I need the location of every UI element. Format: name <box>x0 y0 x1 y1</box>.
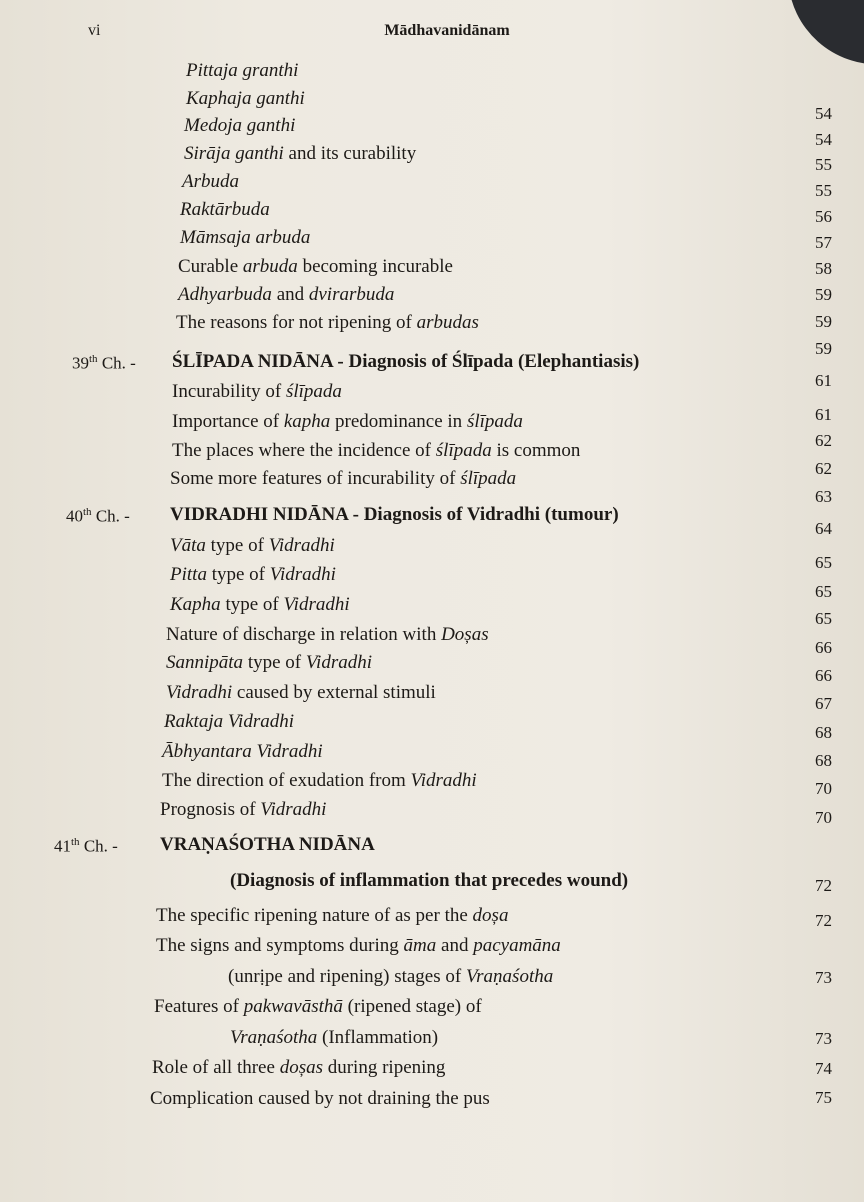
toc-entry-text: and <box>436 935 474 956</box>
chapter-label <box>54 836 118 857</box>
toc-entry-text: dvirarbuda <box>308 284 395 305</box>
toc-entry-text: Vraṇaśotha <box>230 1027 318 1048</box>
page-number: 57 <box>815 233 832 252</box>
page-number: 62 <box>815 459 832 478</box>
toc-entry-text: ślīpada <box>460 468 517 489</box>
page-number: 59 <box>815 339 832 358</box>
chapter-heading: VRAṆAŚOTHA NIDĀNA <box>160 834 375 855</box>
toc-entry-text: Vidradhi <box>268 535 335 556</box>
toc-entry-text: Raktaja Vidradhi <box>164 711 294 732</box>
toc-entry-text: arbuda <box>242 256 298 277</box>
page-number: 58 <box>815 259 832 278</box>
toc-entry <box>154 996 482 1018</box>
toc-entry <box>186 60 298 82</box>
toc-entry-text: Māmsaja arbuda <box>180 227 311 248</box>
toc-entry <box>186 88 305 110</box>
chapter-heading: ŚLĪPADA NIDĀNA - Diagnosis of Ślīpada (Elephantiasis) <box>172 351 640 372</box>
page-number: 54 <box>815 130 832 149</box>
chapter-suffix: Ch. - <box>79 836 118 856</box>
toc-entry-text: Pitta <box>170 564 207 585</box>
toc-entry-text: Arbuda <box>182 171 239 192</box>
toc-entry-text: (Inflammation) <box>317 1027 439 1048</box>
chapter-suffix: Ch. - <box>97 353 136 373</box>
toc-entry-text: type of <box>206 564 270 585</box>
page-number: 65 <box>815 609 832 628</box>
toc-entry-text: doșa <box>472 905 509 926</box>
toc-entry <box>160 799 326 821</box>
toc-entry-text: Prognosis of <box>160 799 261 820</box>
toc-entry <box>182 171 239 193</box>
toc-entry-text: Ābhyantara Vidradhi <box>162 741 323 762</box>
page-number: 70 <box>815 808 832 827</box>
toc-entry-text: Vidradhi <box>410 770 477 791</box>
toc-entry-text: The specific ripening nature of as per the <box>156 905 473 926</box>
chapter-number: 39 <box>72 353 89 373</box>
chapter-number-suffix: th <box>71 836 80 848</box>
toc-entry <box>184 143 416 165</box>
chapter-suffix: Ch. - <box>91 506 130 526</box>
chapter-label <box>72 353 136 374</box>
toc-entry-text: Medoja ganthi <box>184 115 296 136</box>
toc-entry-text: Nature of discharge in relation with <box>166 624 442 645</box>
toc-entry-text: during ripening <box>322 1057 446 1078</box>
toc-entry-text: and its curability <box>283 143 417 164</box>
toc-entry-text: Features of <box>154 996 244 1017</box>
page-number: 66 <box>815 638 832 657</box>
toc-entry-text: is common <box>491 440 581 461</box>
page-number: 59 <box>815 312 832 331</box>
toc-entry <box>184 115 295 137</box>
toc-entry <box>178 284 394 306</box>
toc-entry-text: caused by external stimuli <box>232 682 436 703</box>
page-number: 67 <box>815 694 832 713</box>
toc-entry-text: Pittaja granthi <box>186 60 299 81</box>
page-number: 65 <box>815 582 832 601</box>
chapter-heading: VIDRADHI NIDĀNA - Diagnosis of Vidradhi (tumour) <box>170 504 619 525</box>
toc-entry <box>166 652 372 674</box>
toc-entry-text: doșas <box>279 1057 323 1078</box>
toc-entry-text: pakwavāsthā <box>243 996 343 1017</box>
toc-entry <box>180 199 270 221</box>
chapter-number: 40 <box>66 506 83 526</box>
toc-entry <box>178 256 453 278</box>
toc-entry <box>170 468 516 490</box>
toc-entry-text: Vidradhi <box>269 564 336 585</box>
toc-entry-text: ślīpada <box>466 411 523 432</box>
toc-entry-text: (ripened stage) of <box>342 996 482 1017</box>
toc-entry-text: and <box>271 284 309 305</box>
toc-entry <box>176 312 479 334</box>
toc-entry-text: Raktārbuda <box>180 199 270 220</box>
page-number: 73 <box>815 1029 832 1048</box>
toc-entry <box>162 741 323 763</box>
toc-entry-text: Role of all three <box>152 1057 280 1078</box>
page-number: 62 <box>815 431 832 450</box>
toc-entry-text: The places where the incidence of <box>172 440 436 461</box>
toc-entry <box>164 711 294 733</box>
toc-entry-text: type of <box>205 535 269 556</box>
toc-entry-text: ślīpada <box>285 381 342 402</box>
chapter-number: 41 <box>54 836 71 856</box>
page-number: 61 <box>815 371 832 390</box>
chapter-number-suffix: th <box>89 353 98 365</box>
page-number: 61 <box>815 405 832 424</box>
toc-entry <box>166 682 436 704</box>
toc-entry <box>150 1088 490 1110</box>
toc-entry <box>228 966 553 988</box>
page-number: 75 <box>815 1088 832 1107</box>
page-number: 72 <box>815 911 832 930</box>
toc-entry <box>180 227 310 249</box>
toc-entry-text: The direction of exudation from <box>162 770 411 791</box>
toc-entry-text: arbudas <box>416 312 479 333</box>
page-number: 56 <box>815 207 832 226</box>
toc-entry <box>170 594 350 616</box>
toc-entry-text: Doșas <box>441 624 489 645</box>
toc-entry-text: Some more features of incurability of <box>170 468 461 489</box>
toc-entry <box>166 624 489 646</box>
toc-entry-text: Kapha <box>170 594 221 615</box>
page-number: 64 <box>815 519 832 538</box>
page-number: 74 <box>815 1059 832 1078</box>
page-number: 65 <box>815 553 832 572</box>
toc-entry-text: Sannipāta <box>166 652 244 673</box>
page-number: 55 <box>815 155 832 174</box>
toc-entry <box>152 1057 445 1079</box>
toc-entry-text: Vidradhi <box>166 682 233 703</box>
toc-entry-text: Kaphaja ganthi <box>186 88 305 109</box>
toc-entry-text: kapha <box>283 411 331 432</box>
toc-entry-text: The reasons for not ripening of <box>176 312 417 333</box>
toc-entry-text: Adhyarbuda <box>178 284 272 305</box>
page-number: 73 <box>815 968 832 987</box>
toc-entry-text: becoming incurable <box>297 256 453 277</box>
toc-entry-text: Vidradhi <box>283 594 350 615</box>
toc-entry-text: Vāta <box>170 535 206 556</box>
toc-entry-text: type of <box>243 652 306 673</box>
toc-entry <box>156 935 561 957</box>
toc-entry-text: āma <box>403 935 437 956</box>
toc-entry-text: predominance in <box>330 411 467 432</box>
running-header-title: Mādhavanidānam <box>384 22 510 39</box>
toc-entry-text: Vraṇaśotha <box>465 966 554 987</box>
toc-entry <box>162 770 477 792</box>
toc-entry <box>172 440 580 462</box>
toc-entry <box>170 564 336 586</box>
page-number: 68 <box>815 723 832 742</box>
toc-entry-text: Vidradhi <box>305 652 373 673</box>
toc-entry-text: ślīpada <box>435 440 492 461</box>
chapter-label <box>66 506 130 527</box>
toc-entry <box>230 1027 438 1049</box>
toc-entry-text: The signs and symptoms during <box>156 935 404 956</box>
toc-entry-text: (unrịpe and ripening) stages of <box>228 966 466 987</box>
toc-entry-text: Complication caused by not draining the pus <box>150 1088 490 1109</box>
toc-entry-text: Importance of <box>172 411 284 432</box>
page-number: 63 <box>815 487 832 506</box>
page-number: 66 <box>815 666 832 685</box>
toc-entry-text: Incurability of <box>172 381 286 402</box>
toc-entry-text: Sirāja ganthi <box>184 143 284 164</box>
page-number: 54 <box>815 104 832 123</box>
toc-entry-text: Vidradhi <box>260 799 327 820</box>
page-number: 72 <box>815 876 832 895</box>
chapter-41-subheading: (Diagnosis of inflammation that precedes wound) <box>230 870 629 891</box>
page-number: 70 <box>815 779 832 798</box>
chapter-number-suffix: th <box>83 506 92 518</box>
page-number: 68 <box>815 751 832 770</box>
toc-entry <box>172 411 523 433</box>
page-number: 59 <box>815 285 832 304</box>
toc-entry-text: type of <box>220 594 284 615</box>
toc-entry <box>170 535 335 557</box>
toc-entry-text: Curable <box>178 256 243 277</box>
toc-entry-text: pacyamāna <box>473 935 561 956</box>
toc-entry <box>172 381 342 403</box>
page-roman-numeral: vi <box>88 22 101 39</box>
toc-entry <box>156 905 508 927</box>
page-number: 55 <box>815 181 832 200</box>
